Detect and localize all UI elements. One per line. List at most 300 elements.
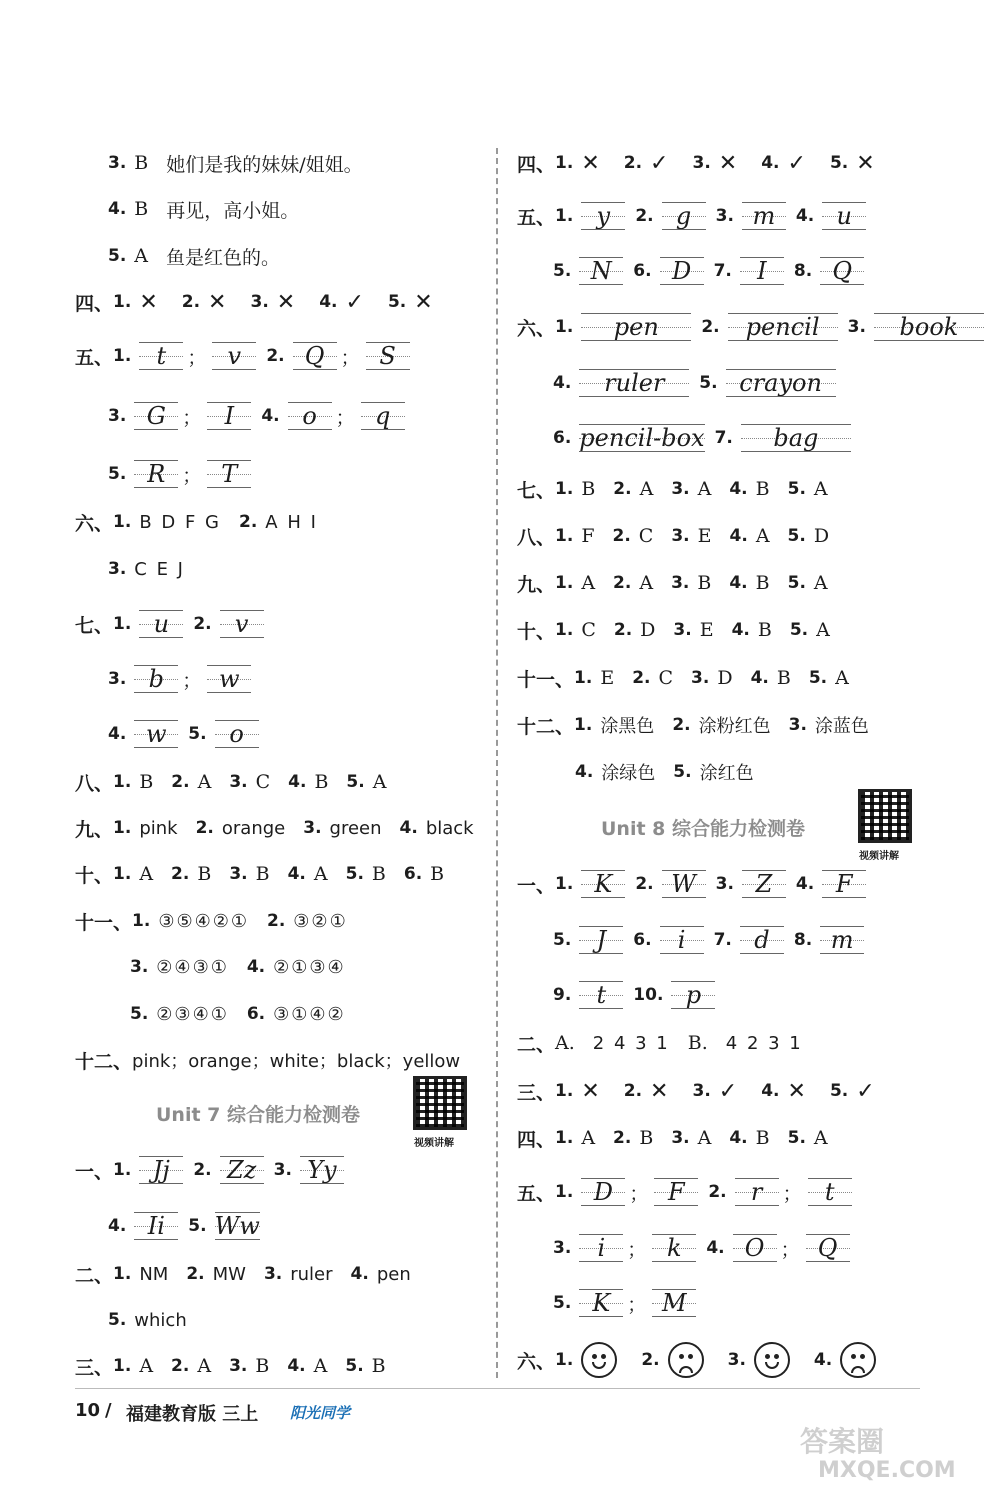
question-number: 10. [633, 985, 664, 1005]
question-number: 5. [789, 620, 809, 640]
question-number: 2. [672, 715, 691, 735]
writing-box [215, 1209, 260, 1243]
handwritten-answer: pencil [745, 313, 820, 341]
separator: ； [182, 406, 202, 429]
handwritten-answer: O [744, 1234, 765, 1262]
handwritten-answer: u [153, 610, 170, 638]
writing-box [742, 199, 786, 233]
question-number: 1. [555, 1128, 574, 1148]
question-number: 5. [829, 1081, 849, 1101]
question-number: 4. [729, 526, 748, 546]
question-number: 2. [632, 668, 651, 688]
answer-text: B [314, 771, 329, 793]
mouth [679, 1366, 693, 1373]
answer-text: which [134, 1309, 187, 1331]
question-number: 6. [246, 1004, 266, 1024]
question-number: 2. [635, 874, 654, 894]
handwritten-answer: p [685, 981, 702, 1009]
question-number: 1. [555, 479, 574, 499]
smiley-face-icon [754, 1342, 790, 1378]
answer-text: B. [687, 1032, 708, 1054]
answer-text: ✕ [414, 289, 433, 315]
separator: ； [782, 1182, 802, 1205]
question-number: 2. [613, 1128, 632, 1148]
question-number: 3. [250, 292, 269, 312]
writing-box [581, 199, 625, 233]
handwritten-answer: Ii [147, 1212, 165, 1240]
u7-section-1 [75, 1146, 354, 1194]
question-number: 8. [793, 930, 813, 950]
mouth [851, 1366, 865, 1373]
writing-box [579, 366, 689, 400]
handwritten-answer: r [750, 1178, 763, 1206]
answer-text: ✕ [787, 1078, 806, 1104]
handwritten-answer: d [754, 926, 770, 954]
writing-box [220, 607, 264, 641]
question-number: 2. [613, 479, 632, 499]
u7-section-3 [75, 1342, 404, 1390]
question-number: 2. [266, 346, 285, 366]
question-number: 2. [186, 1264, 205, 1284]
question-number: 3. [673, 620, 692, 640]
question-number: 5. [345, 1356, 364, 1376]
section-label: 六、 [75, 512, 114, 535]
writing-box [660, 254, 704, 288]
u8-section-1-row3 [553, 971, 725, 1019]
answer-text: A [139, 863, 154, 885]
section-7-row2 [108, 655, 261, 703]
question-number: 2. [623, 153, 643, 173]
writing-box [215, 717, 259, 751]
answer-text: NM [139, 1263, 169, 1285]
writing-box [207, 662, 251, 696]
handwritten-answer: pen [613, 313, 659, 341]
handwritten-answer: Yy [307, 1156, 337, 1184]
question-number: 4. [399, 818, 418, 838]
question-number: 3. [229, 1356, 248, 1376]
question-number: 4. [706, 1238, 725, 1258]
r-section-12-row2 [575, 748, 772, 796]
question-number: 1. [132, 911, 151, 931]
r-section-4 [517, 139, 899, 187]
answer-text: ③①④② [273, 1003, 346, 1025]
question-number: 2. [635, 206, 654, 226]
question-number: 4. [731, 620, 750, 640]
question-number: 2. [195, 818, 214, 838]
question-number: 3. [553, 1238, 572, 1258]
writing-box [288, 399, 332, 433]
answer-text: black [425, 817, 474, 839]
answer-text: 鱼是红色的。 [166, 246, 281, 269]
question-number: 5. [188, 1216, 207, 1236]
question-number: 4. [350, 1264, 369, 1284]
section-label: 一、 [75, 1160, 114, 1183]
handwritten-answer: T [221, 460, 238, 488]
question-number: 4. [813, 1350, 833, 1370]
writing-box [733, 1231, 777, 1265]
writing-box [662, 199, 706, 233]
writing-box [581, 867, 625, 901]
handwritten-answer: R [147, 460, 166, 488]
writing-box [652, 1286, 696, 1320]
eye [592, 1354, 597, 1359]
answer-text: ✕ [276, 289, 296, 315]
answer-text: pink [139, 817, 178, 839]
handwritten-answer: o [229, 720, 244, 748]
answer-text: B [755, 1127, 770, 1149]
answer-text: B [757, 619, 772, 641]
handwritten-answer: v [234, 610, 249, 638]
question-number: 1. [555, 1350, 574, 1370]
handwritten-answer: v [227, 342, 242, 370]
question-number: 3. [692, 153, 711, 173]
u8-section-5-row3 [553, 1279, 706, 1327]
section-10 [75, 850, 462, 898]
question-number: 2. [171, 864, 190, 884]
handwritten-answer: F [835, 870, 853, 898]
u8-section-4 [517, 1114, 846, 1162]
question-number: 4. [761, 153, 780, 173]
page-number: 10 [75, 1400, 101, 1421]
question-number: 6. [633, 261, 652, 281]
handwritten-answer: i [597, 1234, 606, 1262]
writing-box [134, 457, 178, 491]
question-number: 4. [750, 668, 769, 688]
writing-box [820, 923, 864, 957]
r-section-6 [517, 303, 994, 351]
brand-logo: 阳光同学 [290, 1404, 351, 1422]
handwritten-answer: k [667, 1234, 682, 1262]
question-number: 3. [108, 559, 127, 579]
writing-box [579, 1286, 623, 1320]
answer-text: D [640, 619, 656, 641]
sad-face-icon [840, 1342, 876, 1378]
separator: ； [182, 669, 202, 692]
separator: ； [780, 1238, 800, 1261]
section-label: 八、 [75, 772, 114, 795]
answer-text: B [776, 667, 791, 689]
writing-box [366, 339, 410, 373]
writing-box [139, 339, 183, 373]
answer-text: pink；orange；white；black；yellow [132, 1051, 461, 1072]
section-label: 五、 [517, 1182, 556, 1205]
question-number: 6. [553, 428, 572, 448]
u8-section-2 [517, 1019, 821, 1067]
watermark-url: MXQE.COM [818, 1458, 956, 1483]
writing-box [134, 399, 178, 433]
writing-box [579, 254, 623, 288]
r-section-5-row2 [553, 247, 874, 295]
handwritten-answer: b [148, 665, 164, 693]
answer-text: D [813, 525, 830, 547]
writing-box [361, 399, 405, 433]
answer-text: A [372, 771, 387, 793]
r-section-10 [517, 606, 848, 654]
question-number: 1. [555, 874, 574, 894]
writing-box [139, 607, 183, 641]
answer-text: F [581, 525, 595, 547]
r-section-6-row2 [553, 359, 846, 407]
answer-text: A [581, 572, 596, 594]
separator: ； [340, 346, 360, 369]
writing-box [740, 923, 784, 957]
answer-text: E [699, 619, 714, 641]
handwritten-answer: Q [832, 257, 853, 285]
writing-box [726, 366, 836, 400]
answer-text: A [813, 478, 828, 500]
eye [601, 1354, 606, 1359]
answer-text: ②④③① [156, 956, 229, 978]
answer-text: B [255, 863, 270, 885]
answer-text: B [139, 771, 154, 793]
answer-text: A [639, 572, 654, 594]
handwritten-answer: w [219, 665, 240, 693]
column-divider [496, 148, 498, 1378]
question-number: 5. [108, 464, 127, 484]
handwritten-answer: t [156, 342, 167, 370]
handwritten-answer: u [836, 202, 852, 230]
answer-text: A [197, 771, 212, 793]
question-number: 5. [787, 526, 806, 546]
question-number: 1. [113, 1160, 132, 1180]
handwritten-answer: o [302, 402, 317, 430]
writing-box [579, 421, 704, 455]
answer-text: ✓ [718, 1078, 738, 1104]
u8-section-5-row2 [553, 1224, 860, 1272]
question-number: 1. [113, 772, 132, 792]
question-number: 3. [671, 1128, 690, 1148]
question-number: 5. [130, 1004, 149, 1024]
question-number: 3. [715, 874, 734, 894]
eye [679, 1354, 684, 1359]
question-number: 1. [113, 292, 132, 312]
separator: ； [627, 1238, 647, 1261]
question-number: 1. [113, 864, 132, 884]
handwritten-answer: G [146, 402, 166, 430]
question-number: 5. [108, 246, 127, 266]
section-11-row2 [130, 943, 364, 991]
unit-8-title: Unit 8 综合能力检测卷 [601, 818, 805, 840]
question-number: 5. [188, 724, 207, 744]
answer-text: A [581, 1127, 596, 1149]
writing-box [139, 1153, 183, 1187]
section-label: 六、 [517, 1350, 556, 1373]
question-number: 4. [729, 573, 748, 593]
section-label: 四、 [517, 1128, 556, 1151]
section-label: 十一、 [75, 911, 133, 934]
question-number: 4. [761, 1081, 780, 1101]
answer-text: B [430, 863, 445, 885]
question-number: 3. [727, 1350, 746, 1370]
question-number: 1. [555, 153, 574, 173]
question-number: 2. [613, 573, 632, 593]
question-number: 3. [847, 317, 866, 337]
r-section-12 [517, 701, 887, 749]
question-number: 3. [671, 526, 690, 546]
question-number: 6. [403, 864, 423, 884]
handwritten-answer: Z [755, 870, 773, 898]
answer-text: B [255, 1355, 270, 1377]
section-label: 十二、 [517, 715, 575, 738]
writing-box [820, 254, 864, 288]
question-number: 3. [671, 573, 690, 593]
writing-box [207, 399, 251, 433]
answer-text: ✕ [856, 150, 875, 176]
answer-text: C [638, 525, 654, 547]
question-number: 4. [287, 864, 306, 884]
separator: ； [187, 346, 207, 369]
eye [860, 1354, 865, 1359]
mouth [765, 1362, 779, 1369]
answer-text: B D F G [139, 511, 221, 533]
section-label: 四、 [517, 153, 556, 176]
writing-box [134, 717, 178, 751]
r-section-8 [517, 512, 847, 560]
writing-box [822, 867, 866, 901]
answer-text: B [134, 198, 149, 220]
writing-box [660, 923, 704, 957]
question-number: 4. [261, 406, 280, 426]
question-number: 3. [788, 715, 807, 735]
question-number: 3. [715, 206, 734, 226]
question-number: 7. [713, 261, 732, 281]
question-number: 3. [108, 406, 127, 426]
handwritten-answer: Zz [226, 1156, 257, 1184]
writing-box [293, 339, 337, 373]
answer-text: green [329, 817, 382, 839]
question-number: 3. [691, 668, 710, 688]
section-5 [75, 332, 420, 380]
handwritten-answer: Q [817, 1234, 838, 1262]
answer-text: B [371, 863, 386, 885]
writing-box [581, 1175, 625, 1209]
question-number: 5. [345, 864, 364, 884]
question-number: 3. [229, 864, 248, 884]
answer-text: 涂黑色 [600, 716, 655, 737]
handwritten-answer: m [752, 202, 776, 230]
answer-text: A [313, 1355, 328, 1377]
question-number: 3. [130, 957, 149, 977]
qr-code-icon [858, 789, 912, 843]
question-number: 1. [113, 614, 132, 634]
answer-text: 4 2 3 1 [725, 1032, 803, 1054]
question-number: 1. [555, 206, 574, 226]
question-number: 3. [692, 1081, 711, 1101]
answer-text: B [134, 152, 149, 174]
writing-box [134, 662, 178, 696]
question-number: 4. [288, 772, 307, 792]
answer-text: A [697, 478, 712, 500]
unit-7-title: Unit 7 综合能力检测卷 [156, 1104, 360, 1126]
answer-text: ✕ [581, 150, 600, 176]
writing-box [735, 1175, 779, 1209]
section-label: 十、 [75, 864, 114, 887]
answer-line [108, 139, 381, 187]
r-section-11 [517, 654, 867, 702]
writing-box [728, 310, 838, 344]
question-number: 4. [108, 1216, 127, 1236]
u8-section-3 [517, 1067, 899, 1115]
handwritten-answer: Q [304, 342, 325, 370]
handwritten-answer: g [675, 202, 692, 230]
section-11 [75, 897, 366, 945]
question-number: 5. [787, 479, 806, 499]
section-9 [75, 804, 492, 852]
answer-text: ③②① [293, 910, 348, 932]
handwritten-answer: y [596, 202, 611, 230]
handwritten-answer: D [671, 257, 692, 285]
answer-text: A. [555, 1032, 575, 1054]
writing-box [671, 978, 715, 1012]
question-number: 1. [555, 620, 574, 640]
section-label: 十二、 [75, 1050, 133, 1073]
writing-box [822, 199, 866, 233]
question-number: 5. [553, 1293, 572, 1313]
handwritten-answer: D [593, 1178, 613, 1206]
writing-box [220, 1153, 264, 1187]
question-number: 5. [787, 1128, 806, 1148]
handwritten-answer: t [596, 981, 607, 1009]
question-number: 3. [108, 669, 127, 689]
answer-text: A [139, 1355, 154, 1377]
handwritten-answer: Jj [152, 1156, 170, 1184]
writing-box [581, 310, 691, 344]
question-number: 2. [171, 772, 190, 792]
mouth [592, 1362, 606, 1369]
writing-box [579, 923, 623, 957]
question-number: 1. [555, 573, 574, 593]
question-number: 5. [387, 292, 407, 312]
question-number: 2. [267, 911, 286, 931]
handwritten-answer: I [224, 402, 235, 430]
question-number: 4. [795, 206, 815, 226]
section-label: 二、 [75, 1264, 114, 1287]
question-number: 1. [555, 526, 574, 546]
writing-box [740, 254, 784, 288]
answer-text: B [371, 1355, 386, 1377]
answer-text: B [755, 572, 770, 594]
eye [765, 1354, 770, 1359]
handwritten-answer: t [824, 1178, 835, 1206]
handwritten-answer: W [671, 870, 696, 898]
section-label: 九、 [517, 573, 556, 596]
writing-box [207, 457, 251, 491]
question-number: 1. [555, 317, 574, 337]
section-label: 八、 [517, 526, 556, 549]
question-number: 1. [555, 1182, 574, 1202]
answer-text: ③⑤④②① [158, 910, 249, 932]
handwritten-answer: bag [773, 424, 819, 452]
question-number: 2. [623, 1081, 643, 1101]
answer-text: ✓ [650, 150, 669, 176]
question-number: 2. [181, 292, 201, 312]
section-7 [75, 600, 274, 648]
handwritten-answer: N [590, 257, 612, 285]
writing-box [300, 1153, 344, 1187]
answer-text: 涂粉红色 [698, 716, 771, 737]
section-label: 七、 [75, 614, 114, 637]
writing-box [874, 310, 984, 344]
writing-box [742, 867, 786, 901]
question-number: 4. [729, 479, 748, 499]
answer-text: A [813, 1127, 828, 1149]
answer-line [108, 185, 317, 233]
eye [851, 1354, 856, 1359]
section-8 [75, 758, 404, 806]
handwritten-answer: J [596, 926, 607, 954]
writing-box [134, 1209, 178, 1243]
handwritten-answer: Ww [214, 1212, 260, 1240]
